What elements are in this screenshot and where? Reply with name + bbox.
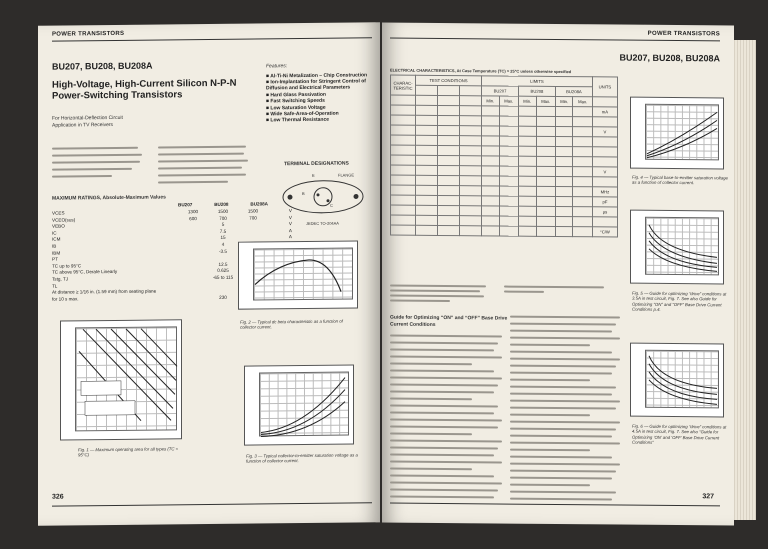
text-line: [510, 442, 620, 445]
section-header-left: POWER TRANSISTORS: [52, 30, 125, 38]
page-title-line1: High-Voltage, High-Current Silicon N-P-N: [52, 77, 237, 91]
col-bu208a: BU208A: [555, 86, 592, 96]
max-rating-row: VCES 1300 1500 1500 V: [52, 208, 292, 216]
table-footnotes: [382, 22, 734, 25]
text-line: [390, 454, 494, 457]
features-title: Features:: [266, 63, 288, 70]
fig4-caption: Fig. 4 — Typical base-to-emitter saturation voltage as a function of collector current.: [632, 174, 728, 186]
text-line: [390, 440, 502, 443]
terminal-label-e: E: [312, 172, 315, 178]
table-row: MHz: [391, 185, 618, 197]
fig5-caption: Fig. 5 — Guide for optimizing “drive” conditions at 3.5A in test circuit, Fig. 7. See also Guide for Optimizing “ON” and “OFF” Base Drive Current Conditions p.4.: [632, 290, 727, 313]
terminal-label-c: C: [330, 202, 333, 208]
terminal-label-b: B: [302, 190, 305, 197]
text-line: [510, 484, 590, 487]
left-page: [38, 22, 380, 526]
max-rating-row: IB 4: [52, 241, 225, 249]
feature-item: ■ Ion-Implantation for Stringent Control of: [266, 78, 366, 86]
text-line: [510, 330, 612, 333]
max-rating-row: IBM -3.5: [52, 248, 227, 256]
text-line: [390, 349, 494, 352]
text-line: [390, 433, 472, 436]
text-line: [510, 323, 616, 326]
text-line: [510, 316, 620, 319]
electrical-characteristics-table: CHARAC-TERISTIC TEST CONDITIONS LIMITS UNITS BU207 BU208 BU208A Min. Max. Min. Max. Min. Max. mA V V MHz pF µs °C/W: [390, 75, 618, 238]
terminal-title: TERMINAL DESIGNATIONS: [284, 160, 349, 168]
fig4-base-emitter-graph: [630, 97, 724, 170]
page-number-left: 326: [52, 493, 64, 501]
text-line: [510, 393, 612, 396]
table-row: V: [391, 165, 618, 177]
subtitle-line1: For Horizontal-Deflection Circuit: [52, 114, 123, 122]
text-line: [510, 407, 616, 410]
max-ratings-columns: BU207 BU208 BU208A: [178, 201, 268, 208]
max-rating-row: PT: [52, 256, 58, 262]
fig6-caption: Fig. 6 — Guide for optimizing “drive” conditions at 4.5A in test circuit, Fig. 7. See also “Guide for Optimizing ‘ON’ and ‘OFF’ Base Drive Current Conditions”: [632, 423, 727, 446]
electrical-table-title: ELECTRICAL CHARACTERISTICS, At Case Temperature (TC) = 25°C unless otherwise specified: [390, 67, 572, 75]
section-header-right: POWER TRANSISTORS: [647, 30, 720, 38]
max-rating-row: VEBO 5 V: [52, 221, 292, 229]
table-row: °C/W: [391, 225, 618, 237]
max-ratings-title: MAXIMUM RATINGS, Absolute-Maximum Values: [52, 194, 166, 202]
feature-item: ■ Low Thermal Resistance: [266, 117, 330, 124]
text-line: [390, 384, 498, 387]
text-line: [510, 449, 590, 452]
text-line: [390, 363, 472, 366]
terminal-label-flange: FLANGE: [338, 172, 355, 178]
col-units: UNITS: [592, 77, 617, 97]
feature-item: Diffusion and Electrical Parameters: [266, 84, 351, 92]
text-line: [510, 386, 616, 389]
text-line: [510, 358, 620, 361]
feature-item: ■ Al-Ti-Ni Metalization – Chip Construction: [266, 71, 368, 79]
features-block: [266, 62, 376, 124]
max-rating-row: IC 7.5 A: [52, 227, 292, 236]
guide-body-col1: [382, 22, 734, 25]
fig2-caption: Fig. 2 — Typical dc beta characteristic as a function of collector current.: [240, 318, 343, 331]
max-rating-row: At distance ≥ 1/16 in. (1.59 mm) from seating plane: [52, 288, 157, 295]
feature-item: ■ Hard Glass Passivation: [266, 91, 326, 99]
text-line: [390, 377, 502, 380]
text-line: [510, 414, 590, 417]
jedec-label: JEDEC TO-204AA: [306, 220, 339, 226]
text-line: [390, 356, 502, 359]
text-line: [390, 342, 498, 345]
part-numbers-title: BU207, BU208, BU208A: [52, 60, 153, 72]
text-line: [390, 405, 498, 408]
col-limits: LIMITS: [482, 76, 593, 87]
text-line: [390, 426, 498, 429]
fig1-caption: Fig. 1 — Maximum operating area for all types (TC = 95°C): [78, 446, 179, 458]
text-line: [390, 461, 502, 464]
feature-item: ■ Low Saturation Voltage: [266, 104, 326, 111]
max-rating-row: TC above 95°C, Derate Linearly 0.625: [52, 268, 229, 275]
col-characteristic: CHARAC-TERISTIC: [391, 75, 416, 95]
text-line: [510, 435, 612, 438]
text-line: [510, 498, 612, 501]
max-rating-row: ICM 15 A: [52, 234, 292, 243]
max-rating-row: TC up to 95°C 12.5: [52, 261, 228, 269]
col-bu208: BU208: [518, 86, 555, 96]
col-bu207: BU207: [482, 86, 519, 96]
text-line: [390, 370, 494, 373]
col-test-conditions: TEST CONDITIONS: [416, 75, 482, 86]
fig6-drive-conditions-graph: [630, 343, 724, 418]
text-line: [390, 398, 472, 401]
max-rating-row: TL: [52, 283, 58, 289]
book-page-edge: [734, 40, 756, 520]
text-line: [510, 344, 590, 347]
fig2-dc-beta-graph: [238, 240, 358, 309]
guide-title: Guide for Optimizing “ON” and “OFF” Base Drive Current Conditions: [390, 314, 508, 328]
text-line: [390, 489, 498, 492]
text-line: [510, 470, 616, 473]
guide-body-col2: [382, 22, 734, 25]
text-line: [510, 379, 590, 382]
text-line: [390, 496, 494, 499]
text-line: [510, 337, 620, 340]
text-line: [390, 419, 502, 422]
text-line: [390, 391, 494, 394]
text-line: [390, 335, 502, 338]
table-row: mA: [391, 105, 618, 117]
max-rating-row: VCEO(sus) 600 700 700 V: [52, 214, 292, 223]
text-line: [390, 468, 472, 471]
text-line: [510, 365, 616, 368]
max-rating-row: Tstg, TJ -65 to 115: [52, 274, 234, 282]
text-line: [510, 428, 616, 431]
max-rating-row: for 10 s max. 230: [52, 294, 227, 302]
fig5-drive-conditions-graph: [630, 210, 724, 285]
fig3-saturation-voltage-graph: [244, 364, 354, 445]
text-line: [510, 491, 616, 494]
text-line: [510, 456, 612, 459]
text-line: [510, 400, 620, 403]
table-row: pF: [391, 195, 618, 207]
subtitle-line2: Application in TV Receivers: [52, 122, 114, 129]
right-part-numbers: BU207, BU208, BU208A: [619, 52, 720, 64]
text-line: [510, 463, 620, 466]
feature-item: ■ Fast Switching Speeds: [266, 97, 325, 105]
intro-text-block: [38, 22, 380, 26]
page-title-line2: Power-Switching Transistors: [52, 89, 183, 102]
text-line: [510, 372, 612, 375]
fig3-caption: Fig. 3 — Typical collector-to-emitter saturation voltage as a function of collector current.: [246, 452, 358, 465]
table-row: V: [391, 125, 618, 137]
text-line: [510, 477, 612, 480]
fig1-safe-operating-area-graph: [60, 319, 182, 440]
table-row: µs: [391, 205, 618, 217]
text-line: [390, 482, 502, 485]
text-line: [510, 351, 612, 354]
text-line: [390, 475, 494, 478]
text-line: [510, 421, 620, 424]
page-number-right: 327: [702, 493, 714, 501]
feature-item: ■ Wide Safe-Area-of-Operation: [266, 110, 339, 118]
text-line: [390, 447, 498, 450]
text-line: [390, 412, 494, 415]
right-page: [382, 22, 734, 525]
